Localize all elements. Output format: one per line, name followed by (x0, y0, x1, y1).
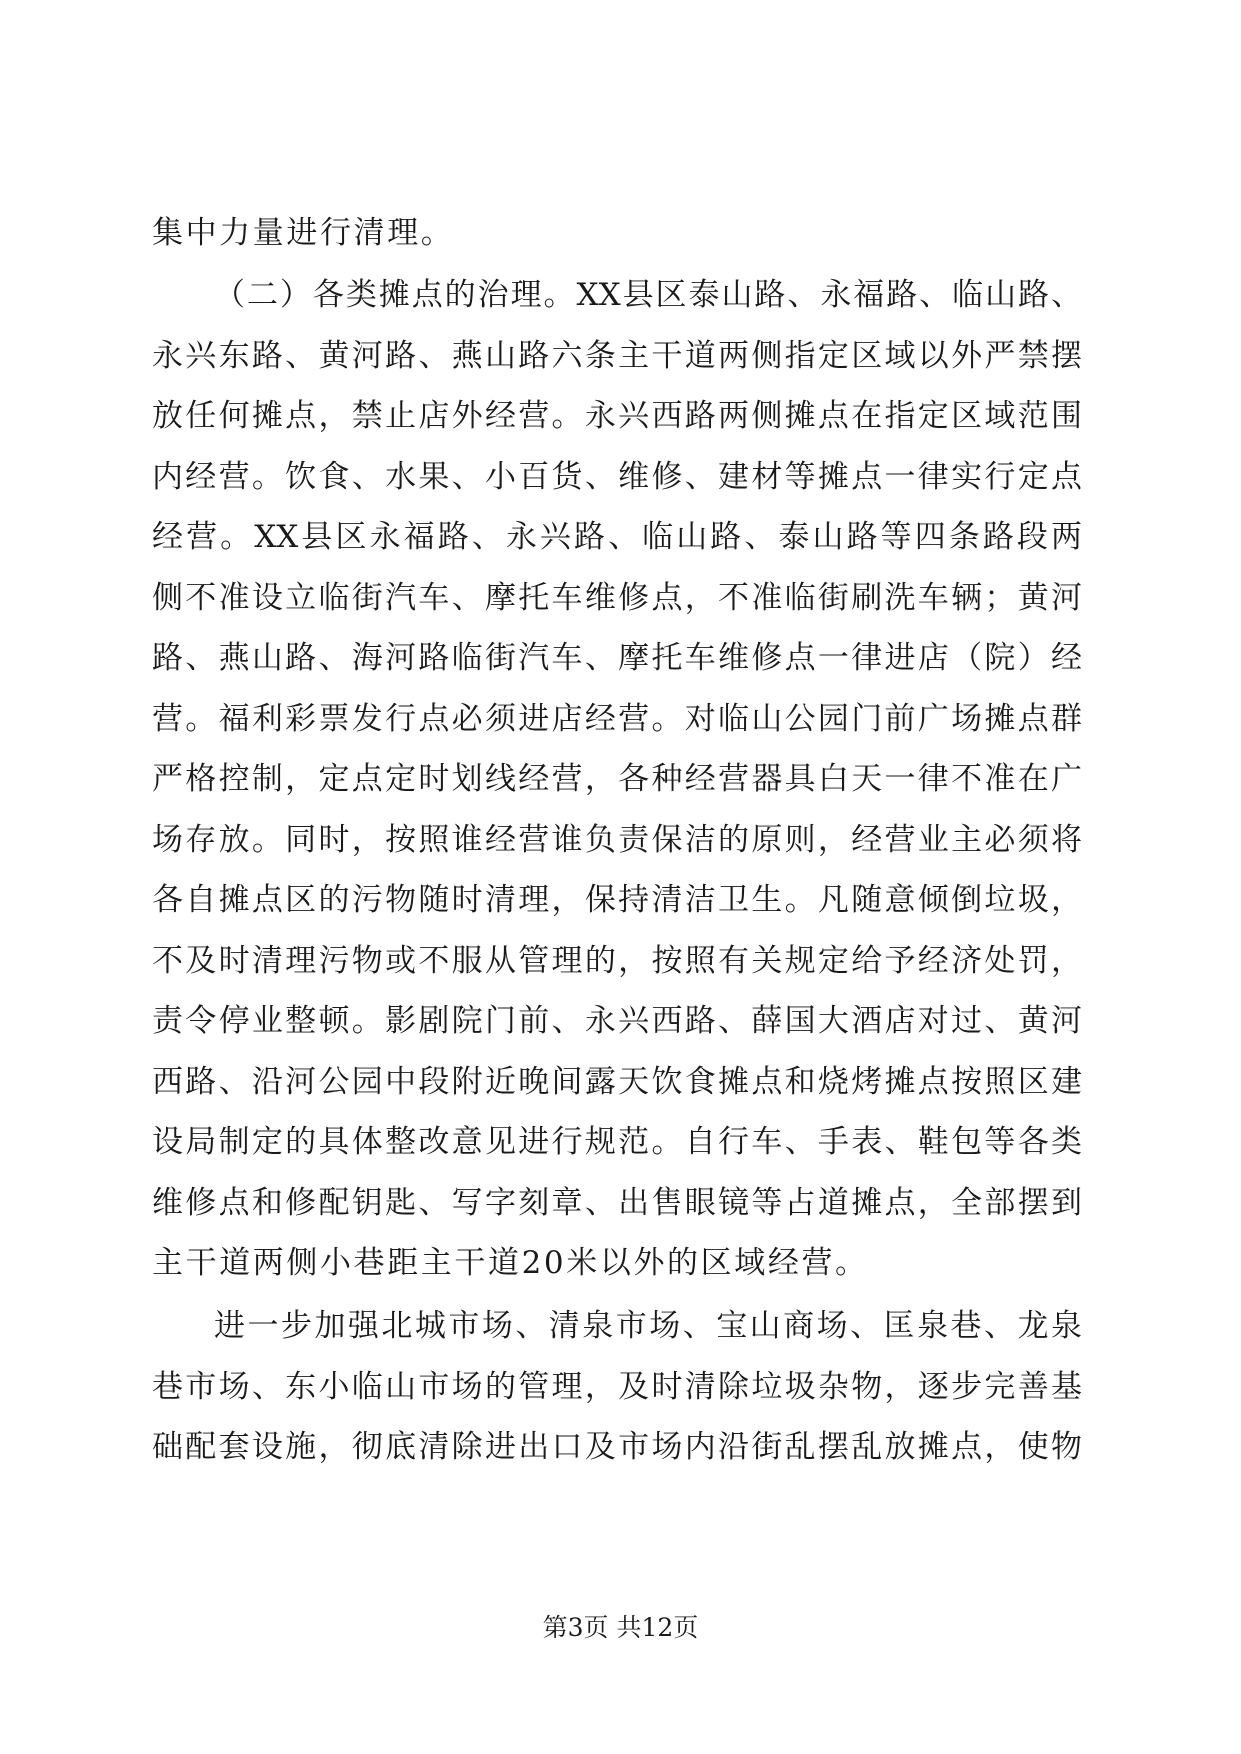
text-line: 场存放。同时，按照谁经营谁负责保洁的原则，经营业主必须将 (152, 821, 1082, 858)
text-line: 西路、沿河公园中段附近晚间露天饮食摊点和烧烤摊点按照区建 (152, 1063, 1082, 1100)
text-line: 经营。XX县区永福路、永兴路、临山路、泰山路等四条路段两 (152, 519, 1082, 555)
paragraph-market-management (152, 1296, 1082, 1478)
text-line: 进一步加强北城市场、清泉市场、宝山商场、匡泉巷、龙泉 (214, 1308, 1082, 1344)
text-line: 集中力量进行清理。 (152, 215, 455, 251)
text-line: 永兴东路、黄河路、燕山路六条主干道两侧指定区域以外严禁摆 (152, 337, 1082, 374)
page-number-footer: 第3页 共12页 (542, 1613, 699, 1642)
text-line: 营。福利彩票发行点必须进店经营。对临山公园门前广场摊点群 (152, 700, 1082, 737)
text-line: （二）各类摊点的治理。XX县区泰山路、永福路、临山路、 (214, 277, 1082, 313)
text-line: 主干道两侧小巷距主干道20米以外的区域经营。 (152, 1245, 869, 1281)
text-line: 严格控制，定点定时划线经营，各种经营器具白天一律不准在广 (152, 761, 1082, 797)
text-line: 各自摊点区的污物随时清理，保持清洁卫生。凡随意倾倒垃圾， (152, 882, 1082, 918)
text-line: 侧不准设立临街汽车、摩托车维修点，不准临街刷洗车辆；黄河 (152, 579, 1082, 616)
text-line: 放任何摊点，禁止店外经营。永兴西路两侧摊点在指定区域范围 (152, 398, 1082, 434)
text-line: 内经营。饮食、水果、小百货、维修、建材等摊点一律实行定点 (152, 458, 1082, 495)
text-line: 维修点和修配钥匙、写字刻章、出售眼镜等占道摊点，全部摆到 (152, 1184, 1082, 1221)
paragraph-stall-governance (152, 265, 1082, 1294)
text-line: 责令停业整顿。影剧院门前、永兴西路、薛国大酒店对过、黄河 (152, 1003, 1082, 1039)
paragraph-continuation (152, 203, 1082, 264)
text-line: 路、燕山路、海河路临街汽车、摩托车维修点一律进店（院）经 (152, 640, 1082, 676)
text-line: 设局制定的具体整改意见进行规范。自行车、手表、鞋包等各类 (152, 1124, 1082, 1160)
text-line: 础配套设施，彻底清除进出口及市场内沿街乱摆乱放摊点，使物 (152, 1429, 1082, 1465)
text-line: 巷市场、东小临山市场的管理，及时清除垃圾杂物，逐步完善基 (152, 1368, 1082, 1405)
text-line: 不及时清理污物或不服从管理的，按照有关规定给予经济处罚， (152, 942, 1082, 979)
